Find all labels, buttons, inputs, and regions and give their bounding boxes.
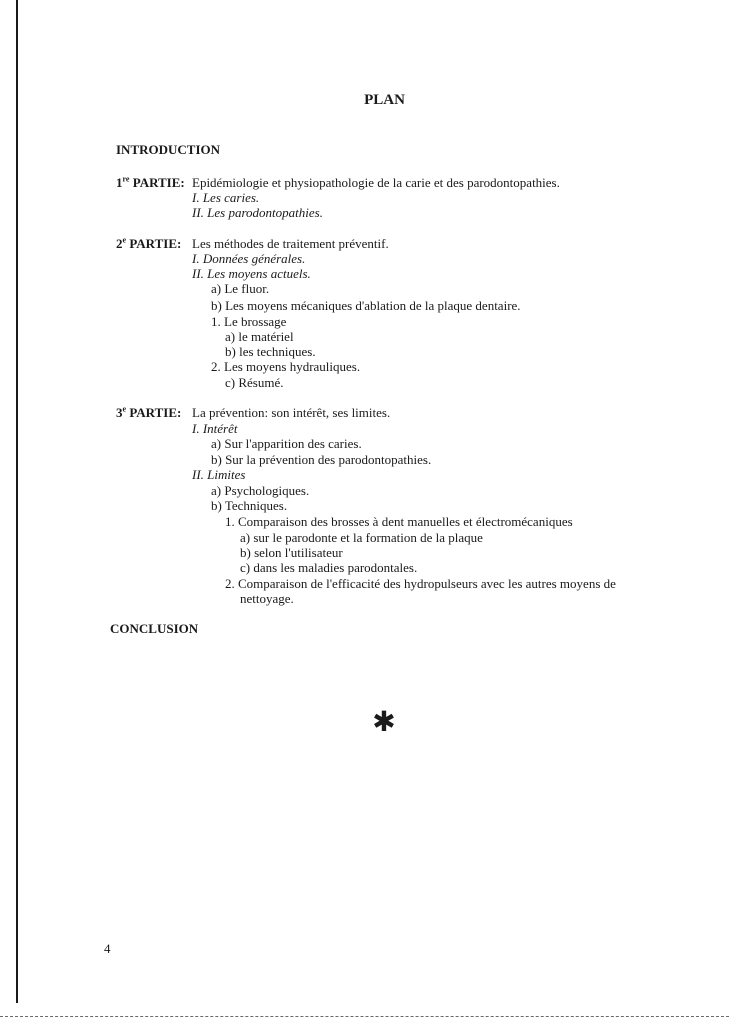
part-3-title: La prévention: son intérêt, ses limites. (192, 405, 391, 420)
part-2-item-1b: b) les techniques. (225, 344, 316, 359)
conclusion-heading: CONCLUSION (110, 621, 199, 636)
asterisk-ornament-icon: ✱ (372, 705, 396, 738)
part-3-label: 3e PARTIE: (116, 404, 182, 420)
part-3-item-2b: b) Techniques. (211, 498, 288, 513)
part-3-item-2b-1b: b) selon l'utilisateur (240, 545, 343, 560)
part-3-item-2b-1: 1. Comparaison des brosses à dent manuelles et électromécaniques (225, 514, 573, 529)
part-1-section-1: I. Les caries. (192, 190, 260, 205)
part-3-item-2b-1a: a) sur le parodonte et la formation de la plaque (240, 530, 483, 545)
part-2-item-a: a) Le fluor. (211, 281, 270, 296)
part-2-title: Les méthodes de traitement préventif. (192, 236, 389, 251)
part-2-item-c: c) Résumé. (225, 375, 284, 390)
introduction-heading: INTRODUCTION (116, 142, 221, 157)
part-3-item-2b-2: 2. Comparaison de l'efficacité des hydropulseurs avec les autres moyens de (225, 576, 616, 591)
part-2-item-2: 2. Les moyens hydrauliques. (211, 359, 361, 374)
part-2-section-1: I. Données générales. (192, 251, 306, 266)
part-1-label: 1re PARTIE: (116, 174, 185, 190)
part-3-section-2: II. Limites (192, 467, 246, 482)
part-2-section-2: II. Les moyens actuels. (192, 266, 311, 281)
left-margin-rule (16, 0, 18, 1003)
part-3-item-1b: b) Sur la prévention des parodontopathies. (211, 452, 432, 467)
part-1-section-2: II. Les parodontopathies. (192, 205, 323, 220)
part-2-label: 2e PARTIE: (116, 235, 182, 251)
part-2-item-b: b) Les moyens mécaniques d'ablation de la plaque dentaire. (211, 298, 521, 313)
part-1-title: Epidémiologie et physiopathologie de la carie et des parodontopathies. (192, 175, 560, 190)
page-number: 4 (104, 941, 111, 956)
part-3-item-2a: a) Psychologiques. (211, 483, 310, 498)
part-2-item-1a: a) le matériel (225, 329, 294, 344)
part-3-item-2b-2-cont: nettoyage. (240, 591, 294, 606)
bottom-scan-edge (0, 1016, 729, 1017)
part-2-item-1: 1. Le brossage (211, 314, 287, 329)
part-3-item-1a: a) Sur l'apparition des caries. (211, 436, 362, 451)
part-3-item-2b-1c: c) dans les maladies parodontales. (240, 560, 418, 575)
part-3-section-1: I. Intérêt (192, 421, 238, 436)
page-title: PLAN (364, 92, 405, 108)
